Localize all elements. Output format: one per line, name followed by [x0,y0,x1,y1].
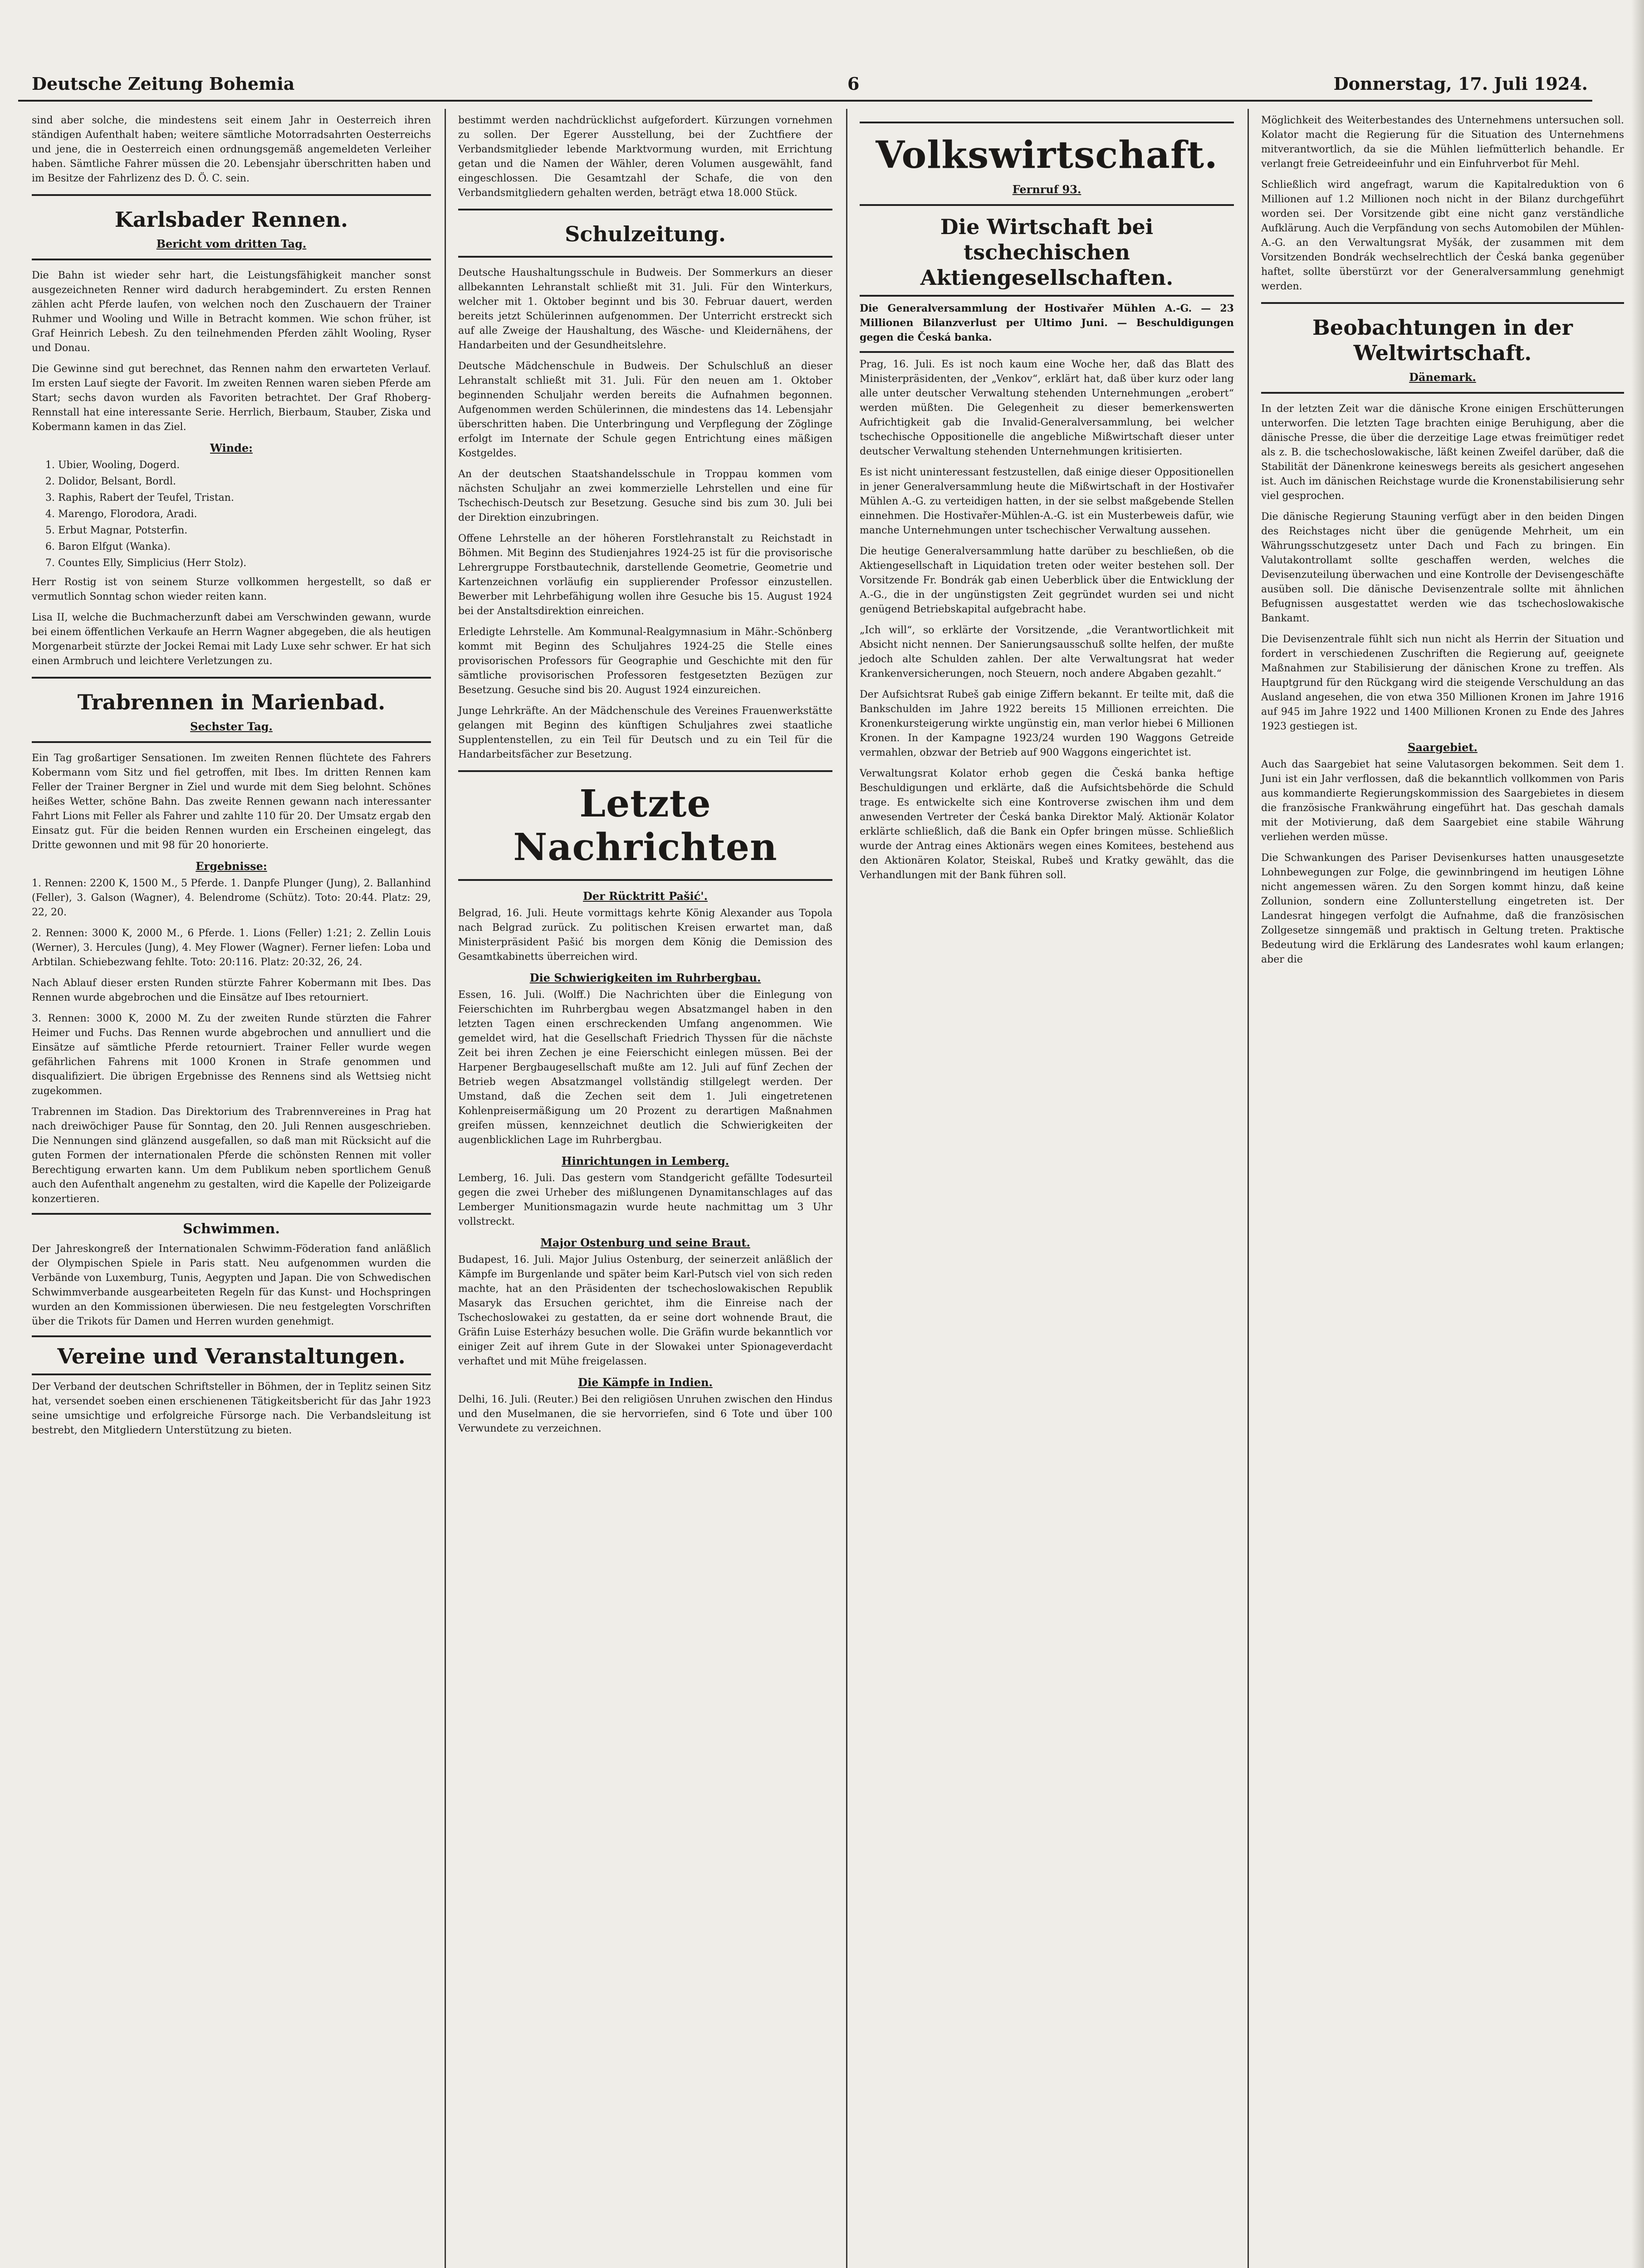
article-text: sind aber solche, die mindestens seit einem Jahr in Oesterreich ihren ständigen Aufenthalt haben; weitere sämtliche Motorradsahrten Oesterreichs und jene, die in Oesterreich einen ordnungsgemäß angemeldeten Verleiher haben. Sämtliche Fahrer müssen die 20. Lebensjahr überschritten haben und im Besitze der Fahrlizenz des D. Ö. C. sein. [32,115,431,184]
subheading: Hinrichtungen in Lemberg. [561,1154,729,1168]
article-text: Die heutige Generalversammlung hatte darüber zu beschließen, ob die Aktiengesellschaft in Liquidation treten oder weiter bestehen soll. Der Vorsitzende Fr. Bondrák gab einen Ueberblick über die Entwicklung der A.-G., die in der ungünstigsten Zeit gegründet wurden sei und nicht genügend Betriebskapital aufgebracht habe. [860,546,1234,615]
article-text: Die Gewinne sind gut berechnet, das Rennen nahm den erwarteten Verlauf. Im ersten Lauf siegte der Favorit. Im zweiten Rennen waren sieben Pferde am Start; sechs davon wurden als Favoriten betrachtet. Der Graf Rhoberg-Rennstall hat eine interessante Serie. Herrlich, Bierbaum, Stauber, Ziska und Kobermann kamen in das Ziel. [32,363,431,433]
list-item: 1. Ubier, Wooling, Dogerd. [45,459,180,471]
article-text: 1. Rennen: 2200 K, 1500 M., 5 Pferde. 1. Danpfe Plunger (Jung), 2. Ballanhind (Feller), 3. Galson (Wagner), 4. Belendrome (Schütz). Toto: 20:44. Platz: 29, 22, 20. [32,878,431,918]
article-text: Erledigte Lehrstelle. Am Kommunal-Realgymnasium in Mähr.-Schönberg kommt mit Beginn des Schuljahres 1924-25 die Stelle eines provisorischen Professors für Geographie und Geschichte mit den für sämtliche provisorischen Professoren festgesetzten Bezügen zur Besetzung. Gesuche sind bis 20. August 1924 einzureichen. [458,626,832,696]
issue-date: Donnerstag, 17. Juli 1924. [1333,73,1588,94]
section-box [458,209,832,258]
subheading: Winde: [210,441,253,455]
results-list [45,458,431,571]
page-header [18,68,1592,102]
subheading: Ergebnisse: [196,860,267,873]
article-text: Deutsche Haushaltungsschule in Budweis. Der Sommerkurs an dieser allbekannten Lehranstalt schließt mit 31. Juli. Für den Winterkurs, welcher mit 1. Oktober beginnt und bis 30. Februar dauert, werden bereits jetzt Schülerinnen aufgenommen. Der Unterricht erstreckt sich auf alle Zweige der Haushaltung, des Wäsche- und Kleidernähens, der Handarbeiten und der Gesundheitslehre. [458,267,832,351]
list-item: 3. Raphis, Rabert der Teufel, Tristan. [45,492,234,503]
article-text: Herr Rostig ist von seinem Sturze vollkommen hergestellt, so daß er vermutlich Sonntag schon wieder reiten kann. [32,577,431,602]
subheading: Die Kämpfe in Indien. [578,1376,713,1389]
section-heading: Letzte Nachrichten [513,782,778,869]
article-heading: Die Wirtschaft bei tschechischen Aktiengesellschaften. [920,215,1174,290]
article-deck: Die Generalversammlung der Hostivařer Mühlen A.-G. — 23 Millionen Bilanzverlust per Ultimo Juni. — Beschuldigungen gegen die Česká banka. [860,303,1234,343]
article-text: Auch das Saargebiet hat seine Valutasorgen bekommen. Seit dem 1. Juni ist ein Jahr verflossen, daß die bekanntlich vollkommen von Paris aus kommandierte Regierungskommission des Saargebietes in diesem die französische Frankwährung eingeführt hat. Das geschah damals mit der Motivierung, daß dem Saargebiet eine stabile Währung verliehen werden müsse. [1261,759,1624,843]
article-text: Deutsche Mädchenschule in Budweis. Der Schulschluß an dieser Lehranstalt schließt mit 31. Juli. Für den neuen am 1. Oktober beginnenden Schuljahr werden bereits die Aufnahmen begonnen. Aufgenommen werden Schülerinnen, die mindestens das 14. Lebensjahr überschritten haben. Die Unterbringung und Verpflegung der Zöglinge erfolgt im Internate der Schule gegen Entrichtung eines mäßigen Kostgeldes. [458,361,832,459]
section-heading: Karlsbader Rennen. [114,207,348,232]
article-text: 2. Rennen: 3000 K, 2000 M., 6 Pferde. 1. Lions (Feller) 1:21; 2. Zellin Louis (Werner), 3. Hercules (Jung), 4. Mey Flower (Wagner). Ferner liefen: Loba und Arbtilan. Schiebezwang fehlte. Toto: 20:116. Platz: 20:32, 26, 24. [32,928,431,968]
section-box [458,770,832,881]
article-text: An der deutschen Staatshandelsschule in Troppau kommen vom nächsten Schuljahr an zwei kommerzielle Lehrstellen und eine für Tschechisch-Deutsch zur Besetzung. Gesuche sind bis zum 30. Juli bei der Direktion einzubringen. [458,469,832,523]
article-text: Essen, 16. Juli. (Wolff.) Die Nachrichten über die Einlegung von Feierschichten im Ruhrbergbau wegen Absatzmangel haben in den letzten Tagen einen erschreckenden Umfang angenommen. Wie gemeldet wird, hat die Gesellschaft Friedrich Thyssen für die nächste Zeit bei ihren Zechen je eine Feierschicht einlegen müssen. Bei der Harpener Bergbaugesellschaft mußte am 12. Juli auf fünf Zechen der Betrieb wegen Absatzmangel vollständig stillgelegt werden. Der Umstand, daß die Zechen seit dem 1. Juli eingetretenen Kohlenpreisermäßigung um 20 Prozent zu derartigen Maßnahmen greifen müssen, kennzeichnet deutlich die Schwierigkeiten der augenblicklichen Lage im Ruhrbergbau. [458,989,832,1146]
section-heading: Vereine und Veranstaltungen. [57,1344,406,1369]
article-text: Junge Lehrkräfte. An der Mädchenschule des Vereines Frauenwerkstätte gelangen mit Beginn des künftigen Schuljahres zwei staatliche Supplentenstellen, zu ein Teil für Deutsch und zu ein Teil für die Handarbeitsfächer zur Besetzung. [458,705,832,760]
section-box [1261,302,1624,394]
subheading: Major Ostenburg und seine Braut. [540,1236,750,1249]
article-text: Schließlich wird angefragt, warum die Kapitalreduktion von 6 Millionen auf 1.2 Millionen noch nicht in der Bilanz durchgeführt worden sei. Der Vorsitzende gibt eine nicht ganz verständliche Aufklärung. Auch die Verpfändung von sechs Automobilen der Mühlen-A.-G. an den Verwaltungsrat Myšák, der zusammen mit dem Vorsitzenden Bondrák wechselrechtlich der Česká banka gegenüber haftet, sollte überstürzt vor der Generalversammlung genehmigt werden. [1261,179,1624,292]
list-item: 6. Baron Elfgut (Wanka). [45,541,171,552]
article-text: bestimmt werden nachdrücklichst aufgefordert. Kürzungen vornehmen zu sollen. Der Egerer Ausstellung, bei der Zuchtfiere der Verbandsmitglieder lebende Marktvormung wurden, mit Errichtung getan und die Namen der Wähler, deren Volumen ausgewählt, fand eingeschlossen. Die Gesamtzahl der Schafe, die von den Verbandsmitgliedern gehalten werden, beträgt etwa 18.000 Stück. [458,115,832,199]
subheading: Der Rücktritt Pašić'. [583,890,708,903]
column-4 [1261,113,1624,973]
section-heading: Volkswirtschaft. [876,133,1218,177]
section-heading: Schwimmen. [183,1221,280,1237]
article-text: Die dänische Regierung Stauning verfügt aber in den beiden Dingen des Reichstages nicht über die genügende Mehrheit, um ein Währungsschutzgesetz unter Dach und Fach zu bringen. Ein Valutakontrollamt sollte geschaffen werden, welches die Devisenzuteilung überwachen und eine Kontrolle der Devisengeschäfte ausüben soll. Die dänische Devisenzentrale sollte mit ähnlichen Befugnissen ausgestattet werden wie das tschechoslowakische Bankamt. [1261,511,1624,624]
article-text: Prag, 16. Juli. Es ist noch kaum eine Woche her, daß das Blatt des Ministerpräsidenten, der „Venkov“, erklärt hat, daß über kurz oder lang alle unter deutscher Verwaltung stehenden Unternehmungen „erobert“ werden müßten. Die Gelegenheit zu dieser bemerkenswerten Aufrichtigkeit gab die Invalid-Generalversammlung, bei welcher tschechische Oppositionelle die angebliche Mißwirtschaft dieser unter deutscher Verwaltung stehenden Unternehmungen kritisierten. [860,359,1234,457]
article-text: Trabrennen im Stadion. Das Direktorium des Trabrennvereines in Prag hat nach dreiwöchiger Pause für Sonntag, den 20. Juli Rennen ausgeschrieben. Die Nennungen sind glänzend ausgefallen, so daß man mit Rücksicht auf die guten Formen der internationalen Pferde die schönsten Rennen mit voller Berechtigung erwarten kann. Um dem Publikum neben sportlichem Genuß auch den Aufenthalt angenehm zu gestalten, wird die Kapelle der Polizeigarde konzertieren. [32,1106,431,1205]
column-rule [445,109,446,2268]
column-rule [1248,109,1249,2268]
list-item: 2. Dolidor, Belsant, Bordl. [45,476,176,487]
section-box [860,122,1234,206]
column-2 [458,113,832,1442]
section-box [32,194,431,260]
article-text: Nach Ablauf dieser ersten Runden stürzte Fahrer Kobermann mit Ibes. Das Rennen wurde abgebrochen und die Einsätze auf Ibes retourniert. [32,978,431,1003]
article-text: Der Jahreskongreß der Internationalen Schwimm-Föderation fand anläßlich der Olympischen Spiele in Paris statt. Neu aufgenommen wurden die Verbände von Luxemburg, Tunis, Aegypten und Japan. Die von Schwedischen Schwimmverbande ausgearbeiteten Regeln für das Kunst- und Hochspringen wurden an den Kommissionen überwiesen. Die neu festgelegten Vorschriften über die Trikots für Damen und Herren wurden genehmigt. [32,1243,431,1327]
divider [32,1213,431,1215]
divider [32,1374,431,1375]
article-text: Offene Lehrstelle an der höheren Forstlehranstalt zu Reichstadt in Böhmen. Mit Beginn des Studienjahres 1924-25 ist für die provisorische Lehrergruppe Forstbautechnik, darstellende Geometrie, Geometrie und Kartenzeichnen vorläufig ein supplierender Professor einzustellen. Bewerber mit Lehrbefähigung wollen ihre Gesuche bis 15. August 1924 bei der Anstaltsdirektion einreichen. [458,533,832,617]
article-text: Die Devisenzentrale fühlt sich nun nicht als Herrin der Situation und fordert in verschiedenen Zuschriften die Regierung auf, geeignete Maßnahmen zur Stabilisierung der dänischen Krone zu treffen. Als Hauptgrund für den Rückgang wird die steigende Verschuldung an das Ausland angesehen, die von etwa 350 Millionen Kronen im Jahre 1916 auf 945 im Jahre 1922 und 1400 Millionen Kronen zu Ende des Jahres 1923 gestiegen ist. [1261,634,1624,732]
list-item: 7. Countes Elly, Simplicius (Herr Stolz). [45,557,247,569]
subheading: Dänemark. [1409,371,1476,384]
list-item: 5. Erbut Magnar, Potsterfin. [45,525,188,536]
section-heading: Schulzeitung. [565,222,726,246]
section-box [32,677,431,743]
article-text: Es ist nicht uninteressant festzustellen, daß einige dieser Oppositionellen in jener Generalversammlung heute die Mißwirtschaft in der Hostivařer Mühlen A.-G. zu verteidigen hatten, in der sie selbst maßgebende Stellen einnehmen. Die Hostivařer-Mühlen-A.-G. ist ein Musterbeweis dafür, wie manche Unternehmungen unter tschechischer Verwaltung aussehen. [860,467,1234,536]
section-heading: Beobachtungen in der Weltwirtschaft. [1312,315,1573,365]
article-text: 3. Rennen: 3000 K, 2000 M. Zu der zweiten Runde stürzten die Fahrer Heimer und Fuchs. Das Rennen wurde abgebrochen und annulliert und die Einsätze auf sämtliche Pferde retourniert. Trainer Feller wurde wegen gefährlichen Fahrens mit 1000 Kronen in Strafe genommen und disqualifiziert. Die übrigen Ergebnisse des Rennens sind als Wettsieg nicht zugekommen. [32,1013,431,1097]
article-text: Der Aufsichtsrat Rubeš gab einige Ziffern bekannt. Er teilte mit, daß die Bankschulden im Jahre 1922 bereits 15 Millionen erreichten. Die Kronenkursteigerung wirkte ungünstig ein, man verlor hiebei 6 Millionen Kronen. In der Kampagne 1923/24 wurden 190 Waggons Getreide vermahlen, obzwar der Betrieb auf 900 Waggons eingerichtet ist. [860,689,1234,758]
column-rule [846,109,847,2268]
column-1 [32,113,431,1444]
divider [860,351,1234,353]
subheading: Saargebiet. [1408,741,1478,754]
article-text: Die Bahn ist wieder sehr hart, die Leistungsfähigkeit mancher sonst ausgezeichneten Renner wird dadurch herabgemindert. Zu ersten Rennen zählen acht Pferde laufen, von welchen noch den Zuschauern der Trainer Ruhmer und Wooling und Wille in Betracht kommen. Wie schon früher, ist Graf Heinrich Lebesh. Zu den teilnehmenden Pferden zählt Wooling, Ryser und Donau. [32,270,431,354]
article-text: Die Schwankungen des Pariser Devisenkurses hatten unausgesetzte Lohnbewegungen zur Folge, die gewinnbringend im heutigen Löhne nicht angemessen wären. Zu den Sorgen kommt hinzu, daß keine Zollunion, sondern eine Zollunterstellung eingetreten ist. Der Landesrat hingegen verfolgt die Aufnahme, daß die französischen Zollgesetze sinngemäß und praktisch in Geltung treten. Praktische Bedeutung wird die Erklärung des Landesrates wohl kaum erlangen; aber die [1261,852,1624,965]
subheading: Fernruf 93. [1012,183,1081,196]
article-text: Der Verband der deutschen Schriftsteller in Böhmen, der in Teplitz seinen Sitz hat, versendet soeben einen erschienenen Tätigkeitsbericht für das Jahr 1923 seine umsichtige und erfolgreiche Fürsorge nach. Die Verbandsleitung ist bestrebt, den Mitgliedern Unterstützung zu bieten. [32,1381,431,1436]
section-heading: Trabrennen in Marienbad. [77,690,386,714]
masthead: Deutsche Zeitung Bohemia [32,73,295,94]
article-text: Belgrad, 16. Juli. Heute vormittags kehrte König Alexander aus Topola nach Belgrad zurück. Zu politischen Kreisen erwartet man, daß Ministerpräsident Pašić bis morgen dem König die Demission des Gesamtkabinetts überreichen wird. [458,908,832,963]
article-text: In der letzten Zeit war die dänische Krone einigen Erschütterungen unterworfen. Die letzten Tage brachten einige Beruhigung, aber die dänische Presse, die über die derzeitige Lage etwas freimütiger redet als z. B. die tschechoslowakische, läßt keinen Zweifel darüber, daß die Stabilität der Dänenkrone keineswegs bereits als gesichert angesehen ist. Auch im dänischen Reichstage wurde die Kronenstabilisierung sehr viel gesprochen. [1261,403,1624,502]
subheading: Bericht vom dritten Tag. [156,237,307,250]
article-text: Möglichkeit des Weiterbestandes des Unternehmens untersuchen soll. Kolator macht die Regierung für die Situation des Unternehmens mitverantwortlich, da sie die Mühlen liefmütterlich behandle. Er verlangt freie Getreideeinfuhr und ein Einfuhrverbot für Mehl. [1261,115,1624,170]
article-text: „Ich will“, so erklärte der Vorsitzende, „die Verantwortlichkeit mit Absicht nicht nennen. Der Sanierungsausschuß sollte helfen, der mußte jedoch alte Schulden zahlen. Der alte Verwaltungsrat hat weder Krankenversicherungen, noch Steuern, noch andere Abgaben gezahlt.“ [860,625,1234,679]
divider [860,295,1234,297]
column-3 [860,113,1234,889]
page-number: 6 [847,73,860,94]
article-text: Budapest, 16. Juli. Major Julius Ostenburg, der seinerzeit anläßlich der Kämpfe im Burgenlande und später beim Karl-Putsch viel von sich reden machte, hat an den Präsidenten der tschechoslowakischen Republik Masaryk das Ersuchen gerichtet, ihm die Einreise nach der Tschechoslowakei zu gestatten, da er seine dort wohnende Braut, die Gräfin Luise Esterházy besuchen wolle. Die Gräfin wurde bekanntlich vor einiger Zeit auf ihrem Gute in der Slowakei unter Spionageverdacht verhaftet und mit Mühe freigelassen. [458,1254,832,1367]
article-text: Delhi, 16. Juli. (Reuter.) Bei den religiösen Unruhen zwischen den Hindus und den Muselmanen, die sie hervorriefen, sind 6 Tote und über 100 Verwundete zu verzeichnen. [458,1394,832,1434]
subheading: Sechster Tag. [190,720,273,733]
divider [32,1335,431,1337]
article-text: Verwaltungsrat Kolator erhob gegen die Česká banka heftige Beschuldigungen und erklärte, daß die Aufsichtsbehörde die Schuld trage. Es entwickelte sich eine Kontroverse zwischen ihm und dem anwesenden Vertreter der Česká banka Direktor Malý. Aktionär Kolator erklärte schließlich, daß die Bank ein Opfer bringen müsse. Schließlich wurde der Antrag eines Aktionärs wegen eines Komitees, bestehend aus den Aktionären Kolator, Steiskal, Rubeš und Kratky gewählt, das die Verhandlungen mit der Bank führen soll. [860,768,1234,881]
subheading: Die Schwierigkeiten im Ruhrbergbau. [529,971,761,984]
article-text: Lemberg, 16. Juli. Das gestern vom Standgericht gefällte Todesurteil gegen die zwei Urheber des mißlungenen Dynamitanschlages auf das Lemberger Munitionsmagazin wurde heute nachmittag um 3 Uhr vollstreckt. [458,1173,832,1227]
article-text: Ein Tag großartiger Sensationen. Im zweiten Rennen flüchtete des Fahrers Kobermann vom Sitz und fiel getroffen, mit Ibes. Im dritten Rennen kam Feller der Trainer Bergner in Ziel und wurde mit dem Sieg belohnt. Schönes heißes Wetter, schöne Bahn. Das zweite Rennen gewann nach interessanter Fahrt Lions mit Feller als Fahrer und zahlte 110 für 20. Der Umsatz ergab den Einsatz gut. Für die beiden Rennen wurden ein Erscheinen eingelegt, das Dritte gewonnen und mit 98 für 20 honorierte. [32,753,431,851]
article-text: Lisa II, welche die Buchmacherzunft dabei am Verschwinden gewann, wurde bei einem öffentlichen Verkaufe an Herrn Wagner abgegeben, die als heutigen Morgenarbeit stürzte der Jockei Remai mit Lady Luxe sehr schwer. Er hat sich einen Armbruch und leichtere Verletzungen zu. [32,612,431,667]
list-item: 4. Marengo, Florodora, Aradi. [45,508,197,520]
